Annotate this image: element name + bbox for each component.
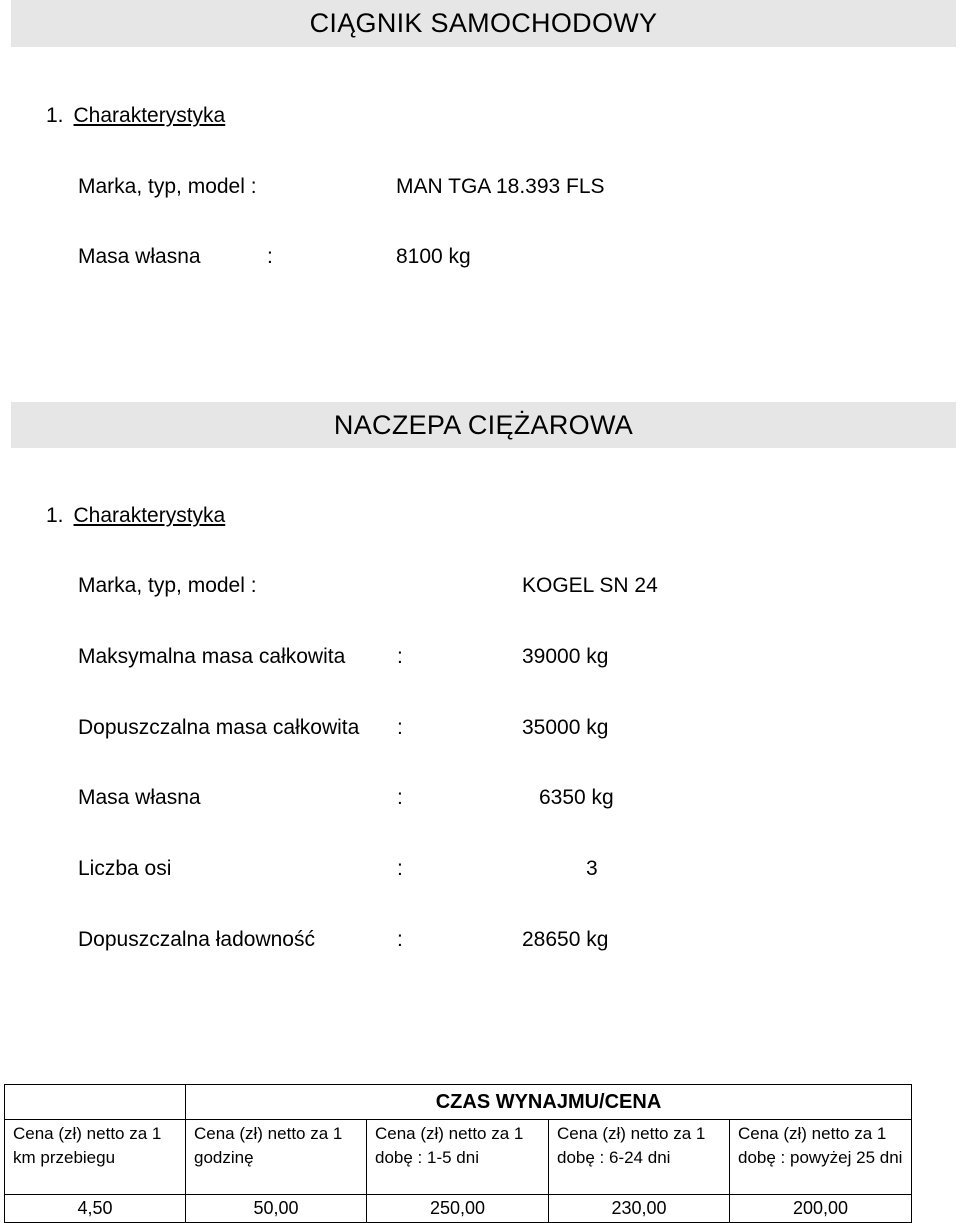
table-title-row	[5, 1085, 912, 1120]
spec-colon: :	[267, 245, 273, 268]
trailer-title: NACZEPA CIĘŻAROWA	[11, 402, 956, 448]
table-row	[5, 1195, 912, 1223]
spec-label: Dopuszczalna ładowność	[78, 928, 315, 951]
header-cell-day-25-plus: Cena (zł) netto za 1 dobę : powyżej 25 dni	[730, 1120, 912, 1195]
tractor-spec-mass	[78, 245, 938, 275]
spec-colon: :	[397, 716, 403, 739]
tractor-section-heading	[46, 104, 225, 128]
spec-label: Masa własna	[78, 786, 201, 809]
section-number: 1.	[46, 104, 64, 127]
spec-value: 6350 kg	[539, 786, 614, 809]
header-cell-km: Cena (zł) netto za 1 km przebiegu	[5, 1120, 186, 1195]
spec-colon: :	[397, 645, 403, 668]
table-header-row	[5, 1120, 912, 1195]
trailer-spec-axles	[78, 857, 938, 887]
section-number: 1.	[46, 504, 64, 527]
header-cell-day-6-24: Cena (zł) netto za 1 dobę : 6-24 dni	[549, 1120, 730, 1195]
price-cell-day-6-24: 230,00	[549, 1195, 730, 1223]
price-cell-km: 4,50	[5, 1195, 186, 1223]
tractor-title: CIĄGNIK SAMOCHODOWY	[11, 0, 956, 47]
spec-label: Liczba osi	[78, 857, 172, 880]
spec-value: 8100 kg	[396, 245, 471, 268]
trailer-spec-payload	[78, 928, 938, 958]
spec-value: 39000 kg	[522, 645, 609, 668]
price-cell-hour: 50,00	[186, 1195, 367, 1223]
spec-label: Marka, typ, model :	[78, 175, 257, 198]
section-title: Charakterystyka	[73, 104, 226, 127]
spec-label: Masa własna	[78, 245, 201, 268]
spec-colon: :	[397, 786, 403, 809]
spec-value: 28650 kg	[522, 928, 609, 951]
spec-value: MAN TGA 18.393 FLS	[396, 175, 605, 198]
rental-price-table	[4, 1084, 912, 1223]
tractor-spec-make	[78, 175, 938, 205]
price-cell-day-25-plus: 200,00	[730, 1195, 912, 1223]
trailer-section-heading	[46, 504, 225, 528]
spec-label: Dopuszczalna masa całkowita	[78, 716, 360, 739]
header-cell-hour: Cena (zł) netto za 1 godzinę	[186, 1120, 367, 1195]
price-cell-day-1-5: 250,00	[367, 1195, 549, 1223]
header-cell-day-1-5: Cena (zł) netto za 1 dobę : 1-5 dni	[367, 1120, 549, 1195]
spec-colon: :	[397, 928, 403, 951]
trailer-spec-allowed-mass	[78, 716, 938, 746]
spec-value: 3	[586, 857, 598, 880]
trailer-spec-max-mass	[78, 645, 938, 675]
trailer-spec-own-mass	[78, 786, 938, 816]
spec-label: Maksymalna masa całkowita	[78, 645, 346, 668]
spec-value: 35000 kg	[522, 716, 609, 739]
spec-label: Marka, typ, model :	[78, 574, 257, 597]
trailer-spec-make	[78, 574, 938, 604]
section-title: Charakterystyka	[73, 504, 226, 527]
spec-value: KOGEL SN 24	[522, 574, 658, 597]
rental-table-title: CZAS WYNAJMU/CENA	[186, 1085, 912, 1120]
spec-colon: :	[397, 857, 403, 880]
